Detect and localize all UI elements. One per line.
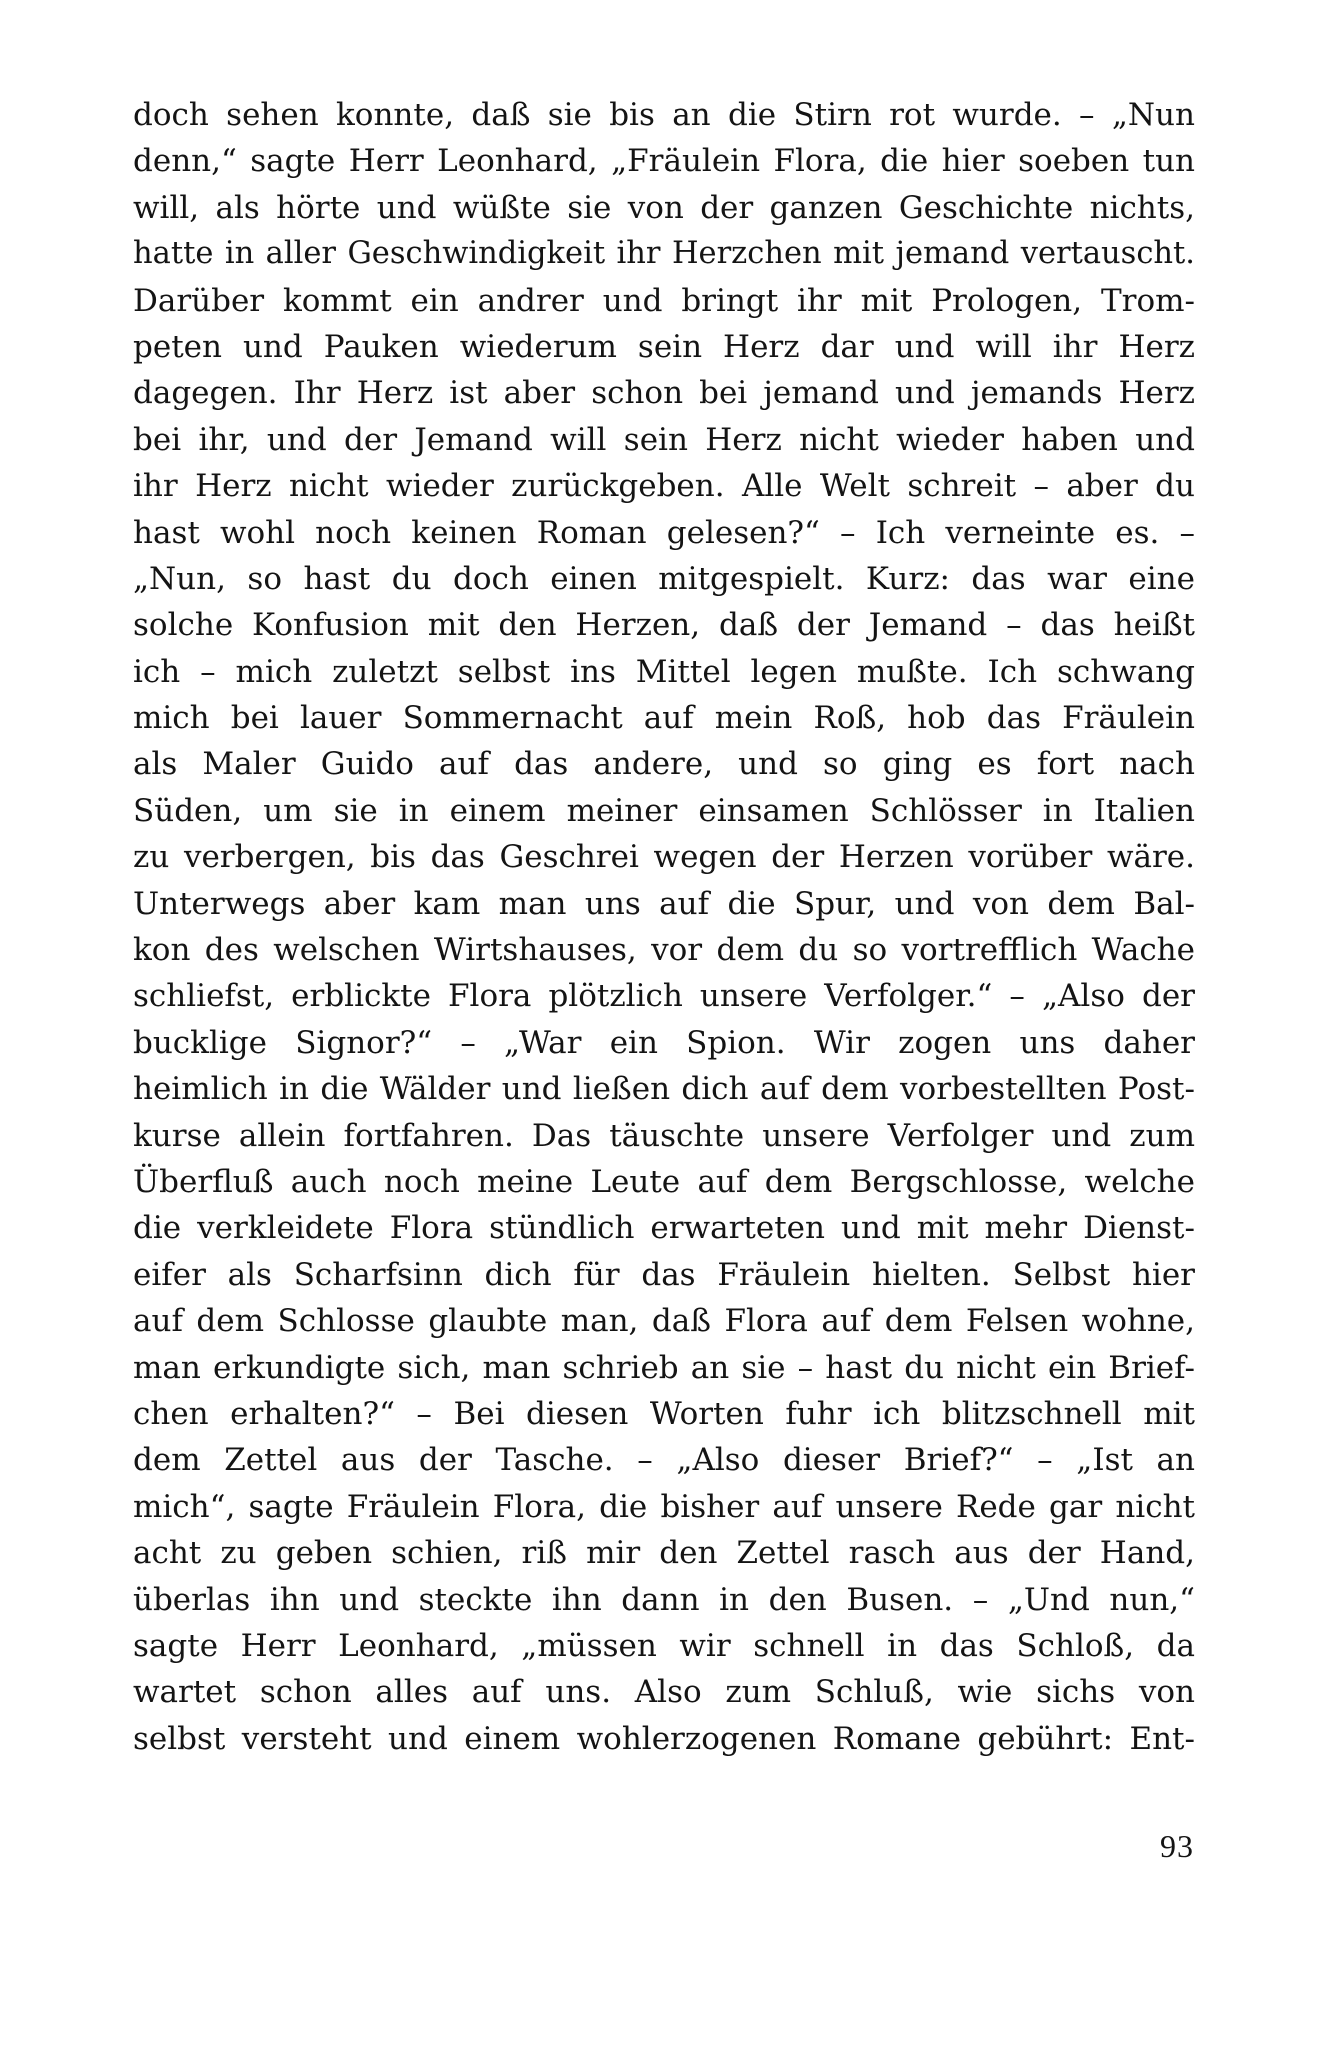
text-line: heimlich in die Wälder und ließen dich auf dem vorbestellten Post-	[133, 1071, 1195, 1108]
text-line: sagte Herr Leonhard, „müssen wir schnell in das Schloß, da	[133, 1627, 1195, 1664]
text-line: dem Zettel aus der Tasche. – „Also dieser Brief?“ – „Ist an	[133, 1442, 1195, 1479]
text-line: mich“, sagte Fräulein Flora, die bisher auf unsere Rede gar nicht	[133, 1488, 1195, 1525]
text-line: mich bei lauer Sommernacht auf mein Roß, hob das Fräulein	[133, 700, 1195, 737]
text-line: will, als hörte und wüßte sie von der ganzen Geschichte nichts,	[133, 189, 1195, 226]
text-line: Unterwegs aber kam man uns auf die Spur, und von dem Bal-	[133, 885, 1195, 922]
text-line: selbst versteht und einem wohlerzogenen Romane gebührt: Ent-	[133, 1720, 1195, 1757]
text-line: chen erhalten?“ – Bei diesen Worten fuhr ich blitzschnell mit	[133, 1395, 1195, 1432]
text-line: ich – mich zuletzt selbst ins Mittel legen mußte. Ich schwang	[133, 653, 1195, 690]
text-line: ihr Herz nicht wieder zurückgeben. Alle Welt schreit – aber du	[133, 468, 1195, 505]
text-line: hatte in aller Geschwindigkeit ihr Herzchen mit jemand vertauscht.	[133, 236, 1195, 272]
text-line: wartet schon alles auf uns. Also zum Schluß, wie sichs von	[133, 1674, 1195, 1711]
text-line: bucklige Signor?“ – „War ein Spion. Wir zogen uns daher	[133, 1024, 1195, 1061]
text-line: bei ihr, und der Jemand will sein Herz nicht wieder haben und	[133, 421, 1195, 458]
text-line: doch sehen konnte, daß sie bis an die Stirn rot wurde. – „Nun	[133, 97, 1195, 133]
text-line: dagegen. Ihr Herz ist aber schon bei jemand und jemands Herz	[133, 375, 1195, 412]
text-line: man erkundigte sich, man schrieb an sie – hast du nicht ein Brief-	[133, 1349, 1195, 1386]
text-line: überlas ihn und steckte ihn dann in den Busen. – „Und nun,“	[133, 1581, 1195, 1618]
text-line: die verkleidete Flora stündlich erwarteten und mit mehr Dienst-	[133, 1210, 1195, 1247]
text-line: zu verbergen, bis das Geschrei wegen der Herzen vorüber wäre.	[133, 839, 1195, 876]
text-line: kon des welschen Wirtshauses, vor dem du so vortrefflich Wache	[133, 932, 1195, 969]
text-line: solche Konfusion mit den Herzen, daß der Jemand – das heißt	[133, 607, 1195, 644]
text-line: peten und Pauken wiederum sein Herz dar und will ihr Herz	[133, 328, 1195, 365]
text-line: Darüber kommt ein andrer und bringt ihr mit Prologen, Trom-	[133, 282, 1195, 319]
text-line: auf dem Schlosse glaubte man, daß Flora auf dem Felsen wohne,	[133, 1303, 1195, 1340]
body-text	[133, 92, 1195, 1762]
text-line: Überfluß auch noch meine Leute auf dem Bergschlosse, welche	[133, 1163, 1195, 1200]
text-line: Süden, um sie in einem meiner einsamen Schlösser in Italien	[133, 792, 1195, 829]
text-line: schliefst, erblickte Flora plötzlich unsere Verfolger.“ – „Also der	[133, 978, 1195, 1015]
text-line: acht zu geben schien, riß mir den Zettel rasch aus der Hand,	[133, 1535, 1195, 1572]
text-line: kurse allein fortfahren. Das täuschte unsere Verfolger und zum	[133, 1117, 1195, 1154]
text-line: eifer als Scharfsinn dich für das Fräulein hielten. Selbst hier	[133, 1256, 1195, 1293]
text-line: als Maler Guido auf das andere, und so ging es fort nach	[133, 746, 1195, 783]
text-line: „Nun, so hast du doch einen mitgespielt. Kurz: das war eine	[133, 560, 1195, 597]
text-line: hast wohl noch keinen Roman gelesen?“ – Ich verneinte es. –	[133, 514, 1195, 551]
text-line: denn,“ sagte Herr Leonhard, „Fräulein Flora, die hier soeben tun	[133, 143, 1195, 180]
page-number: 93	[1160, 1828, 1194, 1864]
